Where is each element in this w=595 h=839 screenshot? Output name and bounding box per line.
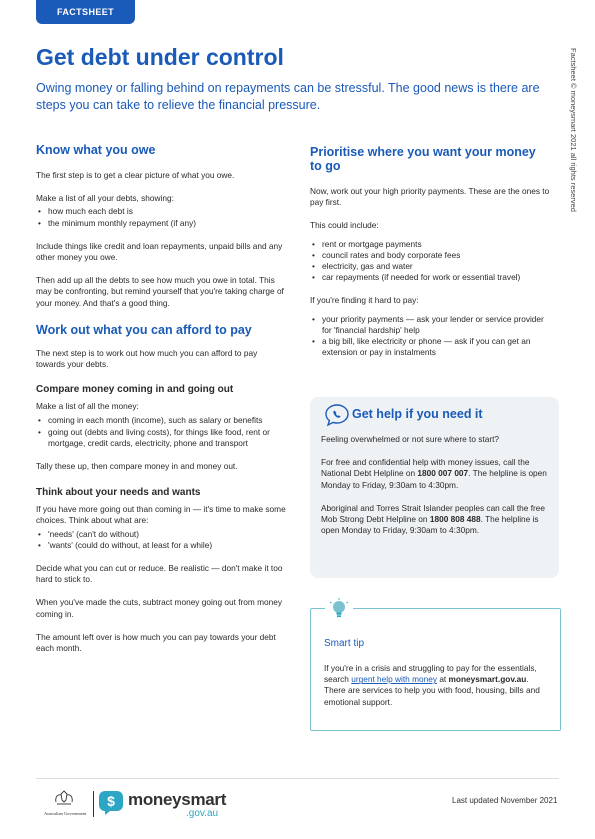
paragraph: Aboriginal and Torres Strait Islander peoples can call the free Mob Strong Debt Helpline on 1800 808 488. The helpline is open Monday to Friday, 9:30am to 4:30pm. [321, 502, 545, 536]
heading-work-out-afford: Work out what you can afford to pay [36, 322, 252, 337]
heading-compare-money: Compare money coming in and going out [36, 384, 234, 396]
coat-of-arms-icon [53, 790, 75, 806]
needs-list [36, 529, 286, 551]
paragraph: For free and confidential help with money issues, call the National Debt Helpline on 1800 007 007. The helpline is open Monday to Friday, 9:30am to 4:30pm. [321, 457, 547, 490]
left-column [36, 143, 286, 654]
paragraph: The amount left over is how much you can pay towards your debt each month. [36, 631, 276, 654]
paragraph: Decide what you can cut or reduce. Be realistic — don't make it too hard to stick to. [36, 563, 283, 585]
last-updated: Last updated November 2021 [452, 796, 558, 805]
copyright-side-text: Factsheet © moneysmart 2021 all rights reserved [569, 48, 578, 212]
gov-au-suffix: .gov.au [186, 808, 219, 819]
lightbulb-icon [325, 598, 353, 620]
footer-divider [36, 778, 559, 779]
help-heading-wrap [352, 407, 552, 421]
list-item: • a big bill, like electricity or phone — ask if you can get an extension or pay in instalments [310, 336, 550, 358]
moneysmart-wordmark: moneysmart [128, 790, 227, 809]
smart-tip-content [324, 638, 550, 708]
mob-strong-helpline-number: 1800 808 488 [429, 514, 481, 525]
paragraph: Include things like credit and loan repayments, unpaid bills and any other money you owe. [36, 240, 283, 263]
list-item: • 'wants' (could do without, at least for a while) [36, 540, 286, 551]
website-name: moneysmart.gov.au [448, 674, 527, 685]
money-list [36, 415, 286, 449]
paragraph: Make a list of all your debts, showing: [36, 193, 174, 204]
logo-divider [93, 791, 94, 817]
list-item: • council rates and body corporate fees [310, 250, 550, 261]
paragraph: If you're in a crisis and struggling to pay for the essentials, search urgent help with money at moneysmart.gov.au. There are services to help you with food, housing, bills and emotional support. [324, 663, 540, 707]
intro-text: Owing money or falling behind on repayments can be stressful. The good news is there are steps you can take to relieve the financial pressure. [36, 81, 540, 112]
debt-list [36, 206, 286, 228]
smart-tip-heading: Smart tip [324, 638, 365, 649]
paragraph: If you have more going out than coming in — it's time to make some choices. Think about what are: [36, 504, 286, 526]
page-title: Get debt under control [36, 44, 284, 70]
moneysmart-logo-icon [99, 791, 125, 820]
debt-helpline-number: 1800 007 007 [417, 468, 469, 479]
paragraph: This could include: [310, 220, 379, 231]
heading-know-what-you-owe: Know what you owe [36, 143, 156, 157]
paragraph: Tally these up, then compare money in and money out. [36, 461, 238, 472]
right-column [310, 145, 550, 358]
gov-label: Australian Government [44, 811, 87, 816]
svg-text:$: $ [107, 793, 115, 809]
list-item: • car repayments (if needed for work or essential travel) [310, 272, 550, 283]
list-item: • the minimum monthly repayment (if any) [36, 218, 286, 229]
phone-icon [324, 403, 350, 432]
list-item: • electricity, gas and water [310, 261, 550, 272]
help-content [321, 434, 551, 536]
list-item: • going out (debts and living costs), for things like food, rent or mortgage, credit cards, electricity, phone and transport [36, 427, 286, 449]
heading-get-help: Get help if you need it [352, 407, 483, 421]
paragraph: Make a list of all the money: [36, 401, 139, 412]
list-item: • your priority payments — ask your lender or service provider for 'financial hardship' help [310, 314, 550, 336]
heading-needs-and-wants: Think about your needs and wants [36, 487, 201, 499]
priority-list [310, 239, 550, 284]
paragraph: Then add up all the debts to see how much you owe in total. This may be confronting, but remind yourself that you're taking charge of your money. And that's a good thing. [36, 275, 284, 308]
paragraph: If you're finding it hard to pay: [310, 295, 419, 306]
list-item: • rent or mortgage payments [310, 239, 550, 250]
hardship-list [310, 314, 550, 359]
paragraph: Feeling overwhelmed or not sure where to start? [321, 434, 500, 444]
australian-government-logo [44, 790, 87, 816]
heading-prioritise: Prioritise where you want your money to go [310, 145, 536, 173]
paragraph: Now, work out your high priority payments. These are the ones to pay first. [310, 186, 550, 208]
factsheet-tag: FACTSHEET [36, 0, 135, 24]
list-item: • how much each debt is [36, 206, 286, 217]
list-item: • 'needs' (can't do without) [36, 529, 286, 540]
urgent-help-link[interactable]: urgent help with money [351, 674, 438, 685]
paragraph: When you've made the cuts, subtract money going out from money coming in. [36, 597, 283, 619]
list-item: • coming in each month (income), such as salary or benefits [36, 415, 286, 426]
paragraph: The first step is to get a clear picture of what you owe. [36, 170, 235, 180]
paragraph: The next step is to work out how much you can afford to pay towards your debts. [36, 347, 258, 370]
